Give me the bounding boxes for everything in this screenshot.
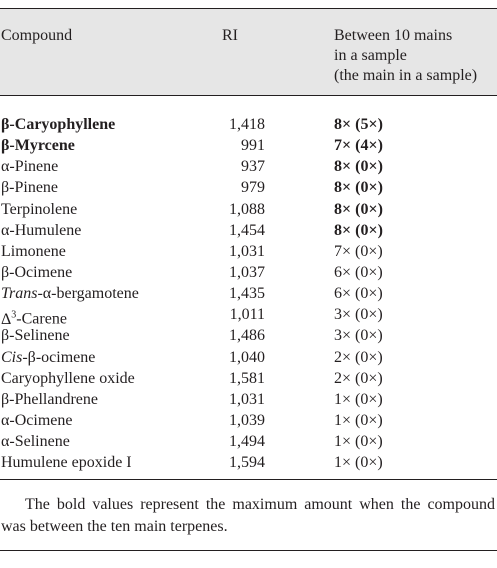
occurrence-count [334, 431, 383, 452]
retention-index: 937 [241, 158, 265, 176]
count-between-mains: 1× [334, 454, 352, 472]
count-main: (0×) [355, 348, 383, 366]
retention-index: 1,031 [229, 242, 265, 260]
compound-name [1, 410, 72, 431]
count-between-mains: 8× [334, 158, 352, 176]
occurrence-count [334, 135, 383, 156]
occurrence-count [334, 283, 383, 304]
terpene-table [0, 8, 497, 551]
occurrence-count [334, 304, 383, 325]
compound-text: Limonene [1, 242, 66, 260]
occurrence-count [334, 156, 383, 177]
occurrence-count [334, 389, 383, 410]
count-between-mains: 8× [334, 116, 352, 133]
table-row [0, 262, 497, 283]
count-main: (0×) [355, 221, 383, 239]
table-row [0, 304, 497, 328]
count-between-mains: 3× [334, 306, 352, 324]
count-main: (0×) [355, 158, 383, 176]
occurrence-count [334, 368, 383, 389]
occurrence-count [334, 220, 383, 241]
count-main: (0×) [355, 285, 383, 303]
count-between-mains: 6× [334, 263, 352, 281]
retention-index: 1,494 [229, 433, 265, 451]
compound-text: β-Pinene [1, 179, 59, 197]
retention-index: 1,486 [229, 327, 265, 345]
count-main: (0×) [355, 327, 383, 345]
compound-name [1, 114, 115, 135]
occurrence-count [334, 262, 383, 283]
table-row [0, 220, 497, 241]
compound-prefix: $\Delta^3$ [1, 309, 17, 328]
occurrence-count [334, 199, 383, 220]
retention-index: 991 [241, 137, 265, 155]
table-row [0, 114, 497, 135]
count-main: (0×) [355, 390, 383, 408]
occurrence-count [334, 325, 383, 346]
compound-text: Humulene epoxide I [1, 454, 132, 472]
compound-text: -Carene [16, 310, 67, 328]
header-count [334, 26, 497, 86]
table-row [0, 431, 497, 452]
compound-name [1, 199, 77, 220]
count-main: (4×) [355, 137, 383, 155]
compound-name [1, 156, 58, 177]
compound-name [1, 135, 75, 156]
compound-name [1, 241, 66, 262]
header-count-line: Between 10 mains [334, 27, 453, 44]
compound-text: -α-bergamotene [37, 285, 139, 303]
count-between-mains: 7× [334, 242, 352, 260]
count-between-mains: 1× [334, 411, 352, 429]
retention-index: 1,031 [229, 390, 265, 408]
retention-index: 1,088 [229, 200, 265, 218]
compound-text: α-Humulene [1, 221, 82, 239]
table-body [0, 96, 497, 480]
count-main: (0×) [355, 369, 383, 387]
table-row [0, 325, 497, 346]
count-between-mains: 8× [334, 179, 352, 197]
occurrence-count [334, 241, 383, 262]
table-row [0, 199, 497, 220]
compound-text: β-Caryophyllene [1, 116, 116, 133]
count-main: (0×) [355, 433, 383, 451]
count-main: (0×) [355, 306, 383, 324]
retention-index: 1,581 [229, 369, 265, 387]
compound-text: β-Ocimene [1, 263, 73, 281]
count-between-mains: 8× [334, 221, 352, 239]
occurrence-count [334, 410, 383, 431]
table-row [0, 283, 497, 304]
count-between-mains: 8× [334, 200, 352, 218]
table-row [0, 177, 497, 198]
retention-index: 1,454 [229, 221, 265, 239]
count-between-mains: 7× [334, 137, 352, 155]
count-main: (0×) [355, 454, 383, 472]
retention-index: 1,039 [229, 411, 265, 429]
compound-text: β-Myrcene [1, 137, 75, 155]
compound-name [1, 177, 58, 198]
count-between-mains: 2× [334, 348, 352, 366]
compound-name [1, 452, 132, 473]
compound-name [1, 347, 95, 368]
table-footnote: The bold values represent the maximum amount when the compound was between the ten main terpenes. [0, 480, 497, 551]
table-row [0, 389, 497, 410]
retention-index: 1,040 [229, 348, 265, 366]
table-row [0, 452, 497, 473]
table-row [0, 135, 497, 156]
header-compound: Compound [1, 27, 73, 44]
count-between-mains: 3× [334, 327, 352, 345]
count-between-mains: 1× [334, 390, 352, 408]
table-row [0, 410, 497, 431]
compound-text: β-Phellandrene [1, 390, 98, 408]
count-between-mains: 1× [334, 433, 352, 451]
count-main: (5×) [355, 116, 383, 133]
compound-text: -β-ocimene [22, 348, 96, 366]
compound-name [1, 389, 98, 410]
compound-name [1, 368, 135, 389]
compound-text: β-Selinene [1, 327, 70, 345]
retention-index: 1,037 [229, 263, 265, 281]
compound-name [1, 431, 70, 452]
compound-name [1, 325, 70, 346]
table-header [0, 8, 497, 96]
compound-text: α-Selinene [1, 433, 70, 451]
retention-index: 1,594 [229, 454, 265, 472]
table-row [0, 347, 497, 368]
retention-index: 1,011 [229, 306, 265, 324]
count-main: (0×) [355, 263, 383, 281]
table-row [0, 368, 497, 389]
count-main: (0×) [355, 179, 383, 197]
compound-text: Caryophyllene oxide [1, 369, 135, 387]
occurrence-count [334, 177, 383, 198]
retention-index: 979 [241, 179, 265, 197]
retention-index: 1,435 [229, 285, 265, 303]
count-between-mains: 2× [334, 369, 352, 387]
compound-italic-prefix: Trans [1, 285, 38, 303]
superscript: 3 [11, 309, 17, 321]
occurrence-count [334, 452, 383, 473]
count-main: (0×) [355, 200, 383, 218]
count-between-mains: 6× [334, 285, 352, 303]
compound-italic-prefix: Cis [1, 348, 23, 366]
retention-index: 1,418 [229, 116, 265, 133]
table-row [0, 156, 497, 177]
count-main: (0×) [355, 242, 383, 260]
header-count-line: (the main in a sample) [334, 67, 478, 84]
header-ri: RI [222, 27, 238, 44]
compound-text: α-Ocimene [1, 411, 73, 429]
compound-name [1, 283, 139, 304]
header-count-line: in a sample [334, 47, 407, 64]
count-main: (0×) [355, 411, 383, 429]
compound-name [1, 262, 72, 283]
compound-text: α-Pinene [1, 158, 59, 176]
occurrence-count [334, 347, 383, 368]
compound-name [1, 220, 81, 241]
table-row [0, 241, 497, 262]
occurrence-count [334, 114, 383, 135]
compound-text: Terpinolene [1, 200, 78, 218]
